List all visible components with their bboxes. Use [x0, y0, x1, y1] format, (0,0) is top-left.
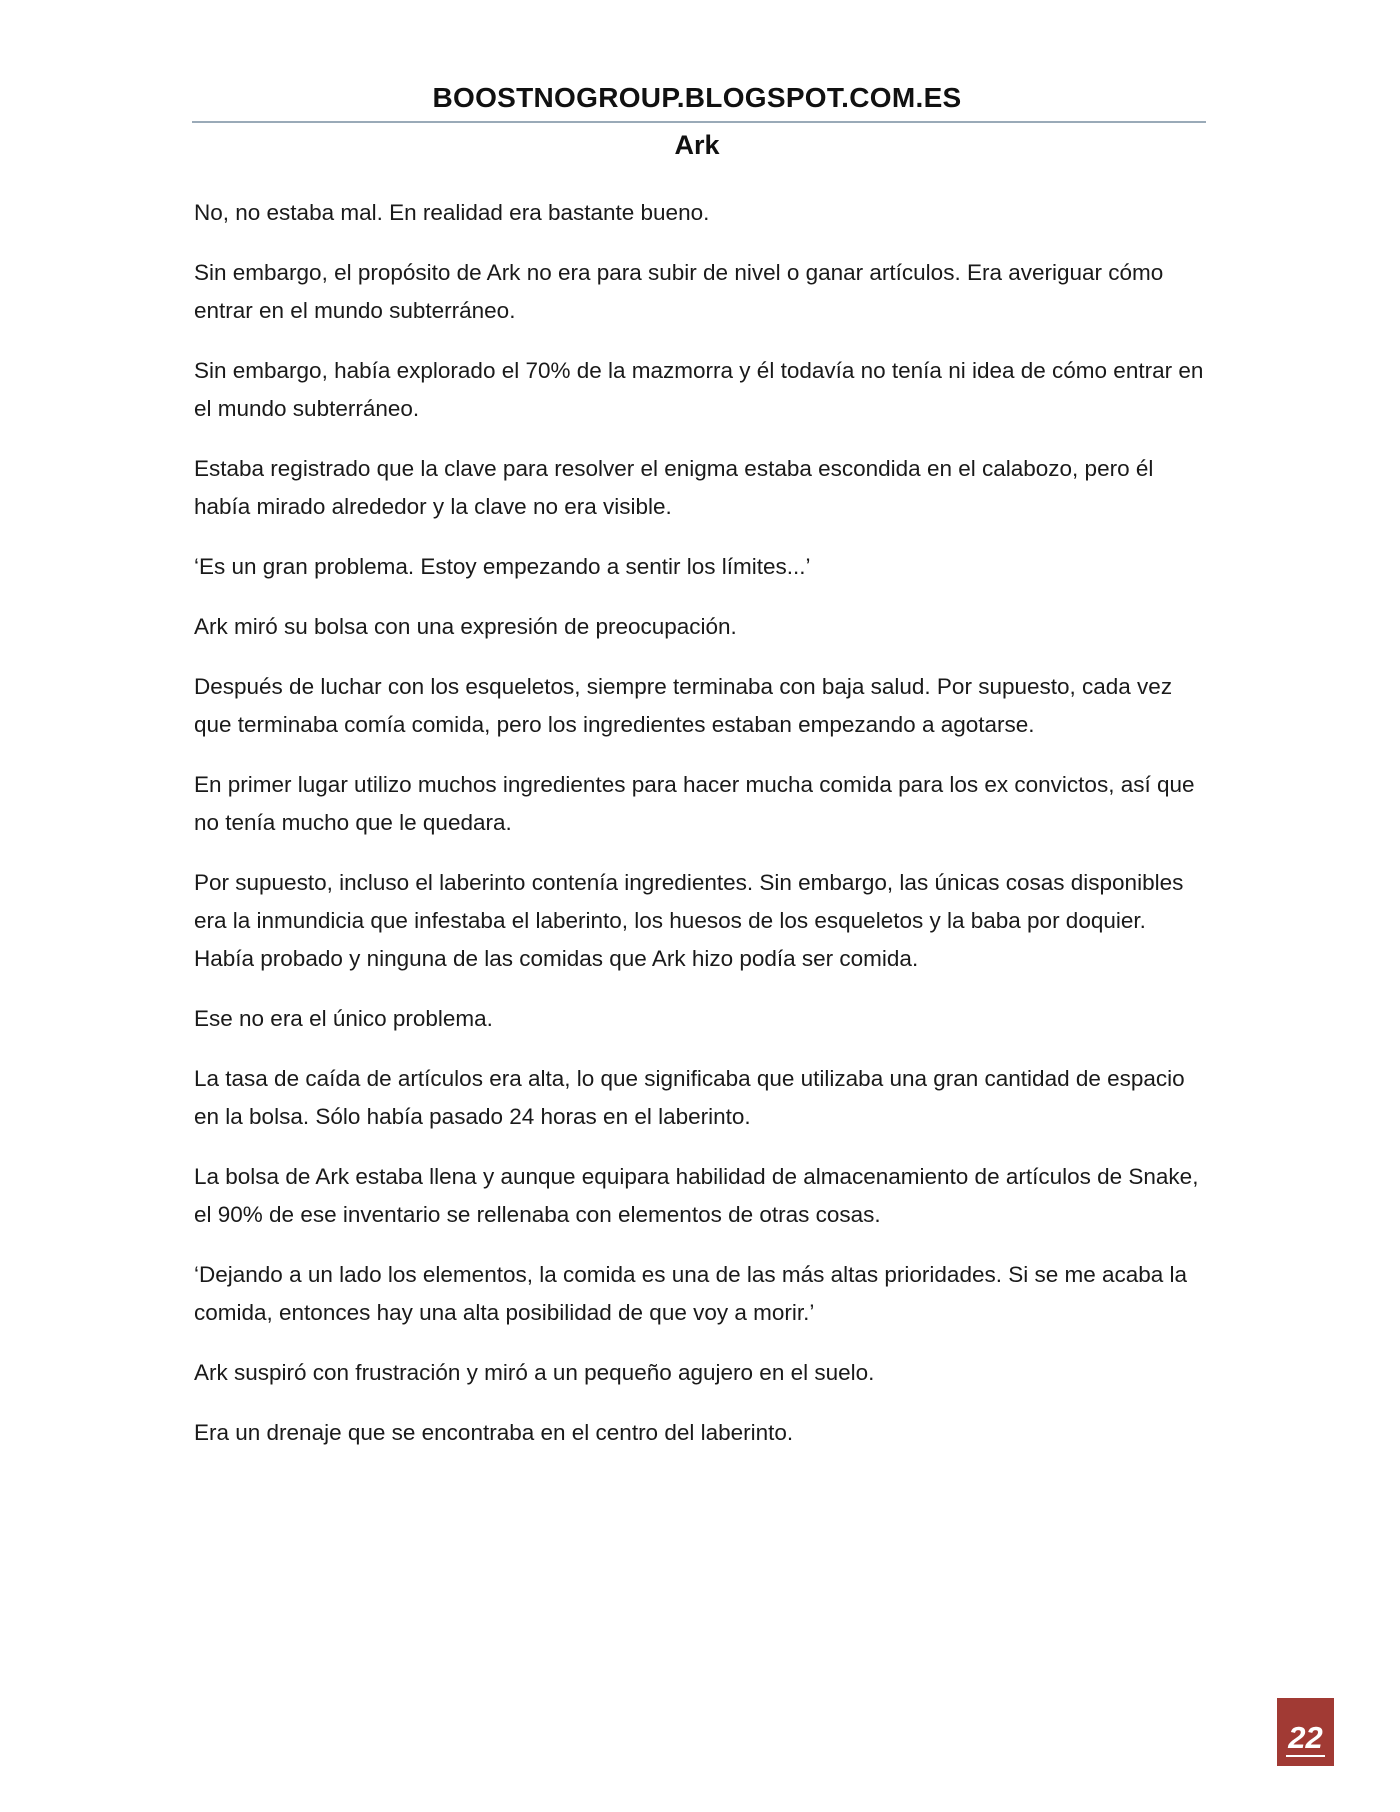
paragraph: Después de luchar con los esqueletos, siempre terminaba con baja salud. Por supuesto, cada vez que terminaba comía comida, pero los ingredientes estaban empezando a agotarse.	[194, 674, 1173, 737]
paragraph: Ese no era el único problema.	[194, 1006, 493, 1031]
paragraph: La tasa de caída de artículos era alta, lo que significaba que utilizaba una gran cantidad de espacio en la bolsa. Sólo había pasado 24 horas en el laberinto.	[194, 1066, 1185, 1129]
page-number-badge	[1277, 1698, 1334, 1766]
paragraph: En primer lugar utilizo muchos ingredientes para hacer mucha comida para los ex convictos, así que no tenía mucho que le quedara.	[194, 772, 1195, 835]
paragraph: No, no estaba mal. En realidad era bastante bueno.	[194, 200, 710, 225]
paragraph: Por supuesto, incluso el laberinto contenía ingredientes. Sin embargo, las únicas cosas disponibles era la inmundicia que infestaba el laberinto, los huesos de los esqueletos y la baba por doquier. Había probado y ninguna de las comidas que Ark hizo podía ser comida.	[194, 870, 1184, 971]
paragraph: ‘Es un gran problema. Estoy empezando a sentir los límites...’	[194, 554, 811, 579]
paragraph: Sin embargo, había explorado el 70% de la mazmorra y él todavía no tenía ni idea de cómo entrar en el mundo subterráneo.	[194, 358, 1204, 421]
paragraph: ‘Dejando a un lado los elementos, la comida es una de las más altas prioridades. Si se me acaba la comida, entonces hay una alta posibilidad de que voy a morir.’	[194, 1262, 1188, 1325]
header-divider	[192, 121, 1206, 123]
paragraph: Ark suspiró con frustración y miró a un pequeño agujero en el suelo.	[194, 1360, 875, 1385]
paragraph: Sin embargo, el propósito de Ark no era para subir de nivel o ganar artículos. Era averiguar cómo entrar en el mundo subterráneo.	[194, 260, 1164, 323]
page-title: Ark	[674, 130, 720, 160]
paragraph: Era un drenaje que se encontraba en el centro del laberinto.	[194, 1420, 794, 1445]
body-text	[194, 194, 1204, 1474]
paragraph: La bolsa de Ark estaba llena y aunque equipara habilidad de almacenamiento de artículos de Snake, el 90% de ese inventario se rellenaba con elementos de otras cosas.	[194, 1164, 1199, 1227]
page-number: 22	[1288, 1720, 1323, 1755]
paragraph: Ark miró su bolsa con una expresión de preocupación.	[194, 614, 737, 639]
header-site-name: BOOSTNOGROUP.BLOGSPOT.COM.ES	[432, 82, 962, 113]
paragraph: Estaba registrado que la clave para resolver el enigma estaba escondida en el calabozo, pero él había mirado alrededor y la clave no era visible.	[194, 456, 1154, 519]
